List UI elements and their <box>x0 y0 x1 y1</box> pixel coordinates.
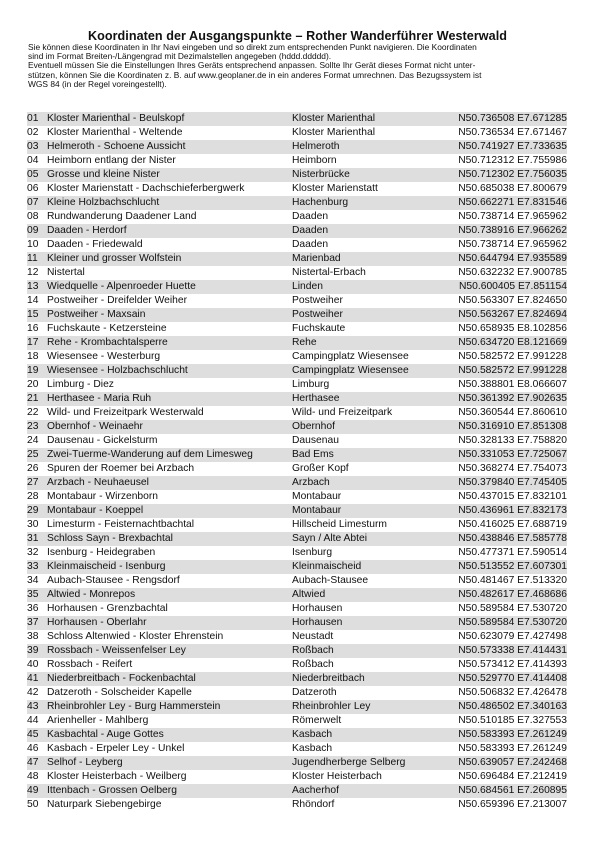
table-row <box>27 238 567 252</box>
table-row <box>27 168 567 182</box>
table-row <box>27 476 567 490</box>
route-name: Arienheller - Mahlberg <box>47 715 149 726</box>
table-row <box>27 784 567 798</box>
start-place: Niederbreitbach <box>292 673 365 684</box>
coordinates: N50.416025 E7.688719 <box>458 519 567 530</box>
coordinates: N50.639057 E7.242468 <box>458 757 567 768</box>
route-name: Limburg - Diez <box>47 379 114 390</box>
row-number: 47 <box>27 757 39 768</box>
coordinates: N50.634720 E8.121669 <box>458 337 567 348</box>
route-name: Grosse und kleine Nister <box>47 169 160 180</box>
start-place: Helmeroth <box>292 141 340 152</box>
start-place: Montabaur <box>292 491 342 502</box>
route-name: Selhof - Leyberg <box>47 757 123 768</box>
route-name: Horhausen - Grenzbachtal <box>47 603 168 614</box>
table-row <box>27 336 567 350</box>
table-row <box>27 112 567 126</box>
coordinates: N50.662271 E7.831546 <box>458 197 567 208</box>
start-place: Roßbach <box>292 645 334 656</box>
route-name: Wild- und Freizeitpark Westerwald <box>47 407 204 418</box>
route-name: Rehe - Krombachtalsperre <box>47 337 168 348</box>
table-row <box>27 406 567 420</box>
route-name: Kleiner und grosser Wolfstein <box>47 253 182 264</box>
row-number: 31 <box>27 533 39 544</box>
table-row <box>27 280 567 294</box>
route-name: Montabaur - Koeppel <box>47 505 144 516</box>
coordinates: N50.477371 E7.590514 <box>458 547 567 558</box>
start-place: Roßbach <box>292 659 334 670</box>
coordinates: N50.513552 E7.607301 <box>458 561 567 572</box>
table-row <box>27 518 567 532</box>
coordinates: N50.589584 E7.530720 <box>458 617 567 628</box>
coordinates: N50.712302 E7.756035 <box>458 169 567 180</box>
table-row <box>27 700 567 714</box>
coordinates: N50.486502 E7.340163 <box>458 701 567 712</box>
coordinates: N50.437015 E7.832101 <box>458 491 567 502</box>
route-name: Kloster Heisterbach - Weilberg <box>47 771 187 782</box>
coordinates: N50.659396 E7.213007 <box>458 799 567 810</box>
page-title: Koordinaten der Ausgangspunkte – Rother Wanderführer Westerwald <box>87 29 508 43</box>
route-name: Dausenau - Gickelsturm <box>47 435 158 446</box>
route-name: Helmeroth - Schoene Aussicht <box>47 141 186 152</box>
table-row <box>27 728 567 742</box>
coordinates: N50.573412 E7.414393 <box>458 659 567 670</box>
table-row <box>27 602 567 616</box>
coordinates: N50.563267 E7.824694 <box>458 309 567 320</box>
coordinates: N50.436961 E7.832173 <box>458 505 567 516</box>
start-place: Kasbach <box>292 743 333 754</box>
route-name: Schloss Altenwied - Kloster Ehrenstein <box>47 631 224 642</box>
row-number: 03 <box>27 141 39 152</box>
row-number: 40 <box>27 659 39 670</box>
start-place: Sayn / Alte Abtei <box>292 533 367 544</box>
table-row <box>27 448 567 462</box>
coordinates: N50.506832 E7.426478 <box>458 687 567 698</box>
table-row <box>27 490 567 504</box>
table-row <box>27 560 567 574</box>
coordinates: N50.438846 E7.585778 <box>458 533 567 544</box>
coordinates: N50.738714 E7.965962 <box>458 211 567 222</box>
coordinates: N50.589584 E7.530720 <box>458 603 567 614</box>
coordinates: N50.738916 E7.966262 <box>458 225 567 236</box>
start-place: Kasbach <box>292 729 333 740</box>
coordinates: N50.328133 E7.758820 <box>458 435 567 446</box>
route-name: Ittenbach - Grossen Oelberg <box>47 785 177 796</box>
route-name: Aubach-Stausee - Rengsdorf <box>47 575 180 586</box>
route-name: Kloster Marienthal - Beulskopf <box>47 113 185 124</box>
coordinates: N50.582572 E7.991228 <box>458 351 567 362</box>
row-number: 42 <box>27 687 39 698</box>
intro-line: stützen, können Sie die Koordinaten z. B. auf www.geoplaner.de in ein anderes Format umrechnen. Das Bezugssystem ist <box>28 69 482 80</box>
route-name: Spuren der Roemer bei Arzbach <box>47 463 195 474</box>
start-place: Postweiher <box>292 295 343 306</box>
row-number: 24 <box>27 435 39 446</box>
start-place: Großer Kopf <box>292 463 349 474</box>
row-number: 36 <box>27 603 39 614</box>
row-number: 16 <box>27 323 39 334</box>
start-place: Obernhof <box>292 421 335 432</box>
route-name: Zwei-Tuerme-Wanderung auf dem Limesweg <box>47 449 253 460</box>
route-name: Wiesensee - Westerburg <box>47 351 161 362</box>
route-name: Fuchskaute - Ketzersteine <box>47 323 167 334</box>
start-place: Kleinmaischeid <box>292 561 362 572</box>
start-place: Kloster Heisterbach <box>292 771 382 782</box>
start-place: Kloster Marienthal <box>292 113 375 124</box>
table-row <box>27 266 567 280</box>
table-row <box>27 196 567 210</box>
route-name: Horhausen - Oberlahr <box>47 617 147 628</box>
start-place: Datzeroth <box>292 687 337 698</box>
coordinates: N50.510185 E7.327553 <box>458 715 567 726</box>
table-row <box>27 616 567 630</box>
row-number: 12 <box>27 267 39 278</box>
route-name: Naturpark Siebengebirge <box>47 799 162 810</box>
row-number: 18 <box>27 351 39 362</box>
table-row <box>27 294 567 308</box>
row-number: 39 <box>27 645 39 656</box>
table-row <box>27 630 567 644</box>
coordinates: N50.623079 E7.427498 <box>458 631 567 642</box>
row-number: 26 <box>27 463 39 474</box>
row-number: 38 <box>27 631 39 642</box>
table-row <box>27 252 567 266</box>
route-name: Kasbachtal - Auge Gottes <box>47 729 164 740</box>
route-name: Postweiher - Dreifelder Weiher <box>47 295 188 306</box>
route-name: Altwied - Monrepos <box>47 589 136 600</box>
coordinates: N50.632232 E7.900785 <box>458 267 567 278</box>
row-number: 30 <box>27 519 39 530</box>
coordinates: N50.573338 E7.414431 <box>458 645 567 656</box>
start-place: Campingplatz Wiesensee <box>292 365 409 376</box>
table-row <box>27 462 567 476</box>
start-place: Hillscheid Limesturm <box>292 519 387 530</box>
coordinates: N50.738714 E7.965962 <box>458 239 567 250</box>
table-row <box>27 126 567 140</box>
route-name: Rossbach - Reifert <box>47 659 133 670</box>
table-row <box>27 574 567 588</box>
row-number: 29 <box>27 505 39 516</box>
table-row <box>27 140 567 154</box>
row-number: 27 <box>27 477 39 488</box>
intro-line: WGS 84 (in der Regel voreingestellt). <box>28 78 167 89</box>
row-number: 25 <box>27 449 39 460</box>
table-row <box>27 798 567 812</box>
start-place: Montabaur <box>292 505 342 516</box>
table-row <box>27 644 567 658</box>
coordinates: N50.583393 E7.261249 <box>458 743 567 754</box>
coordinates: N50.481467 E7.513320 <box>458 575 567 586</box>
coordinates: N50.685038 E7.800679 <box>458 183 567 194</box>
start-place: Rhöndorf <box>292 799 335 810</box>
route-name: Kloster Marienthal - Weltende <box>47 127 183 138</box>
coordinates: N50.736534 E7.671467 <box>458 127 567 138</box>
row-number: 14 <box>27 295 39 306</box>
route-name: Kloster Marienstatt - Dachschieferbergwerk <box>47 183 245 194</box>
table-row <box>27 504 567 518</box>
row-number: 05 <box>27 169 39 180</box>
row-number: 17 <box>27 337 39 348</box>
table-row <box>27 322 567 336</box>
intro-line: Eventuell müssen Sie die Einstellungen Ihres Geräts entsprechend anpassen. Sollte Ihr Gerät dieses Format nicht unter- <box>28 60 476 71</box>
start-place: Horhausen <box>292 603 343 614</box>
intro-line: Sie können diese Koordinaten in Ihr Navi eingeben und so direkt zum entsprechenden Punkt navigieren. Die Koordinaten <box>28 42 477 52</box>
table-row <box>27 154 567 168</box>
row-number: 01 <box>27 113 39 124</box>
start-place: Wild- und Freizeitpark <box>292 407 393 418</box>
table-row <box>27 658 567 672</box>
coordinates: N50.360544 E7.860610 <box>458 407 567 418</box>
row-number: 33 <box>27 561 39 572</box>
route-name: Isenburg - Heidegraben <box>47 547 156 558</box>
route-name: Daaden - Friedewald <box>47 239 143 250</box>
table-row <box>27 378 567 392</box>
route-name: Heimborn entlang der Nister <box>47 155 176 166</box>
start-place: Neustadt <box>292 631 334 642</box>
row-number: 50 <box>27 799 39 810</box>
table-row <box>27 756 567 770</box>
route-name: Limesturm - Feisternachtbachtal <box>47 519 195 530</box>
table-row <box>27 532 567 546</box>
start-place: Linden <box>292 281 323 292</box>
start-place: Herthasee <box>292 393 340 404</box>
table-row <box>27 392 567 406</box>
start-place: Nisterbrücke <box>292 169 350 180</box>
coordinates: N50.529770 E7.414408 <box>458 673 567 684</box>
row-number: 15 <box>27 309 39 320</box>
start-place: Daaden <box>292 211 329 222</box>
start-place: Isenburg <box>292 547 333 558</box>
row-number: 22 <box>27 407 39 418</box>
coordinates: N50.658935 E8.102856 <box>458 323 567 334</box>
coordinates: N50.696484 E7.212419 <box>458 771 567 782</box>
table-row <box>27 224 567 238</box>
route-name: Postweiher - Maxsain <box>47 309 146 320</box>
coordinates: N50.684561 E7.260895 <box>458 785 567 796</box>
row-number: 44 <box>27 715 39 726</box>
start-place: Kloster Marienthal <box>292 127 375 138</box>
coordinates: N50.644794 E7.935589 <box>458 253 567 264</box>
start-place: Aubach-Stausee <box>292 575 369 586</box>
table-row <box>27 686 567 700</box>
route-name: Rundwanderung Daadener Land <box>47 211 197 222</box>
coordinates: N50.736508 E7.671285 <box>458 113 567 124</box>
row-number: 09 <box>27 225 39 236</box>
route-name: Datzeroth - Solscheider Kapelle <box>47 687 192 698</box>
row-number: 45 <box>27 729 39 740</box>
table-row <box>27 182 567 196</box>
row-number: 02 <box>27 127 39 138</box>
coordinates-table <box>27 112 567 812</box>
row-number: 35 <box>27 589 39 600</box>
route-name: Kasbach - Erpeler Ley - Unkel <box>47 743 185 754</box>
row-number: 43 <box>27 701 39 712</box>
start-place: Bad Ems <box>292 449 334 460</box>
coordinates: N50.379840 E7.745405 <box>458 477 567 488</box>
route-name: Montabaur - Wirzenborn <box>47 491 159 502</box>
start-place: Rheinbrohler Ley <box>292 701 371 712</box>
route-name: Kleinmaischeid - Isenburg <box>47 561 166 572</box>
start-place: Marienbad <box>292 253 341 264</box>
start-place: Campingplatz Wiesensee <box>292 351 409 362</box>
row-number: 11 <box>27 253 38 264</box>
route-name: Wiesensee - Holzbachschlucht <box>47 365 188 376</box>
route-name: Herthasee - Maria Ruh <box>47 393 152 404</box>
coordinates: N50.388801 E8.066607 <box>458 379 567 390</box>
coordinates: N50.600405 E7.851154 <box>458 281 567 292</box>
table-row <box>27 714 567 728</box>
row-number: 41 <box>27 673 39 684</box>
route-name: Rheinbrohler Ley - Burg Hammerstein <box>47 701 221 712</box>
row-number: 46 <box>27 743 39 754</box>
start-place: Heimborn <box>292 155 337 166</box>
row-number: 32 <box>27 547 39 558</box>
row-number: 21 <box>27 393 39 404</box>
coordinates: N50.316910 E7.851308 <box>458 421 567 432</box>
start-place: Daaden <box>292 239 329 250</box>
start-place: Altwied <box>292 589 326 600</box>
row-number: 19 <box>27 365 39 376</box>
table-row <box>27 742 567 756</box>
start-place: Rehe <box>292 337 317 348</box>
start-place: Jugendherberge Selberg <box>292 757 406 768</box>
coordinates: N50.482617 E7.468686 <box>458 589 567 600</box>
route-name: Obernhof - Weinaehr <box>47 421 143 432</box>
start-place: Arzbach <box>292 477 330 488</box>
route-name: Rossbach - Weissenfelser Ley <box>47 645 186 656</box>
table-row <box>27 588 567 602</box>
row-number: 48 <box>27 771 39 782</box>
row-number: 23 <box>27 421 39 432</box>
coordinates: N50.368274 E7.754073 <box>458 463 567 474</box>
start-place: Fuchskaute <box>292 323 346 334</box>
row-number: 37 <box>27 617 39 628</box>
route-name: Arzbach - Neuhaeusel <box>47 477 149 488</box>
table-row <box>27 364 567 378</box>
route-name: Schloss Sayn - Brexbachtal <box>47 533 173 544</box>
coordinates: N50.712312 E7.755986 <box>458 155 567 166</box>
coordinates: N50.361392 E7.902635 <box>458 393 567 404</box>
table-row <box>27 672 567 686</box>
intro-line: sind im Format Breiten-/Längengrad mit Dezimalstellen angegeben (hddd.ddddd). <box>28 51 332 62</box>
row-number: 13 <box>27 281 39 292</box>
route-name: Nistertal <box>47 267 85 278</box>
start-place: Römerwelt <box>292 715 342 726</box>
route-name: Niederbreitbach - Fockenbachtal <box>47 673 196 684</box>
start-place: Nistertal-Erbach <box>292 267 366 278</box>
row-number: 28 <box>27 491 39 502</box>
table-row <box>27 434 567 448</box>
start-place: Dausenau <box>292 435 339 446</box>
coordinates: N50.331053 E7.725067 <box>458 449 567 460</box>
coordinates: N50.563307 E7.824650 <box>458 295 567 306</box>
table-row <box>27 308 567 322</box>
coordinates: N50.741927 E7.733635 <box>458 141 567 152</box>
row-number: 04 <box>27 155 39 166</box>
route-name: Daaden - Herdorf <box>47 225 127 236</box>
coordinates: N50.583393 E7.261249 <box>458 729 567 740</box>
start-place: Kloster Marienstatt <box>292 183 378 194</box>
start-place: Horhausen <box>292 617 343 628</box>
row-number: 34 <box>27 575 39 586</box>
start-place: Hachenburg <box>292 197 349 208</box>
row-number: 49 <box>27 785 39 796</box>
start-place: Limburg <box>292 379 330 390</box>
start-place: Postweiher <box>292 309 343 320</box>
coordinates: N50.582572 E7.991228 <box>458 365 567 376</box>
start-place: Daaden <box>292 225 329 236</box>
row-number: 10 <box>27 239 39 250</box>
row-number: 08 <box>27 211 39 222</box>
intro-text <box>28 43 573 89</box>
row-number: 20 <box>27 379 39 390</box>
table-row <box>27 210 567 224</box>
table-row <box>27 770 567 784</box>
start-place: Aacherhof <box>292 785 339 796</box>
table-row <box>27 350 567 364</box>
table-row <box>27 546 567 560</box>
route-name: Kleine Holzbachschlucht <box>47 197 160 208</box>
row-number: 06 <box>27 183 39 194</box>
route-name: Wiedquelle - Alpenroeder Huette <box>47 281 196 292</box>
row-number: 07 <box>27 197 39 208</box>
table-row <box>27 420 567 434</box>
